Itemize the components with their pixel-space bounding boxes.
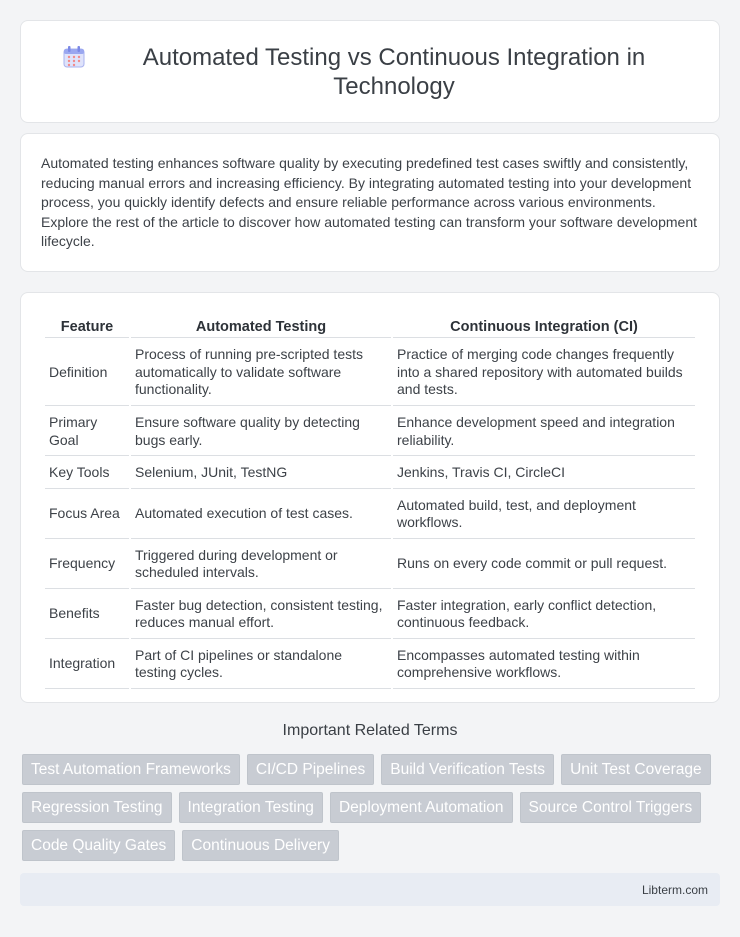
feature-cell: Integration — [45, 641, 129, 689]
table-row — [45, 591, 695, 639]
header-card — [20, 20, 720, 123]
automated-testing-cell: Selenium, JUnit, TestNG — [131, 458, 391, 489]
related-terms-title: Important Related Terms — [282, 722, 458, 739]
related-term-tag[interactable]: Unit Test Coverage — [561, 754, 711, 785]
related-term-tag[interactable]: Test Automation Frameworks — [22, 754, 240, 785]
related-terms-tags — [20, 754, 720, 861]
feature-cell: Key Tools — [45, 458, 129, 489]
column-header-automated-testing: Automated Testing — [131, 315, 391, 338]
related-term-tag[interactable]: Source Control Triggers — [520, 792, 702, 823]
ci-cell: Encompasses automated testing within comprehensive workflows. — [393, 641, 695, 689]
related-term-tag[interactable]: Regression Testing — [22, 792, 172, 823]
related-terms-section — [20, 722, 720, 861]
ci-cell: Runs on every code commit or pull request. — [393, 541, 695, 589]
ci-cell: Faster integration, early conflict detection, continuous feedback. — [393, 591, 695, 639]
automated-testing-cell: Ensure software quality by detecting bugs early. — [131, 408, 391, 456]
comparison-table — [43, 313, 697, 691]
ci-cell: Jenkins, Travis CI, CircleCI — [393, 458, 695, 489]
ci-cell: Automated build, test, and deployment workflows. — [393, 491, 695, 539]
footer — [20, 873, 720, 906]
table-row — [45, 408, 695, 456]
comparison-table-card — [20, 292, 720, 703]
related-term-tag[interactable]: Deployment Automation — [330, 792, 513, 823]
automated-testing-cell: Automated execution of test cases. — [131, 491, 391, 539]
column-header-ci: Continuous Integration (CI) — [393, 315, 695, 338]
footer-site-link[interactable]: Libterm.com — [641, 882, 708, 897]
related-term-tag[interactable]: Code Quality Gates — [22, 830, 175, 861]
table-row — [45, 491, 695, 539]
feature-cell: Focus Area — [45, 491, 129, 539]
page-title: Automated Testing vs Continuous Integration in Technology — [142, 43, 646, 100]
automated-testing-cell: Triggered during development or scheduled intervals. — [131, 541, 391, 589]
table-row — [45, 458, 695, 489]
column-header-feature: Feature — [45, 315, 129, 338]
feature-cell: Benefits — [45, 591, 129, 639]
ci-cell: Enhance development speed and integration reliability. — [393, 408, 695, 456]
automated-testing-cell: Faster bug detection, consistent testing, reduces manual effort. — [131, 591, 391, 639]
ci-cell: Practice of merging code changes frequently into a shared repository with automated builds and tests. — [393, 340, 695, 406]
feature-cell: Definition — [45, 340, 129, 406]
table-header-row — [45, 315, 695, 338]
table-row — [45, 641, 695, 689]
calendar-icon — [61, 44, 87, 70]
related-term-tag[interactable]: CI/CD Pipelines — [247, 754, 374, 785]
feature-cell: Primary Goal — [45, 408, 129, 456]
intro-paragraph: Automated testing enhances software quality by executing predefined test cases swiftly and consistently, reducing manual errors and increasing efficiency. By integrating automated testing into your development process, you quickly identify defects and ensure reliable performance across various environments. Explore the rest of the article to discover how automated testing can transform your software development lifecycle. — [41, 155, 697, 250]
feature-cell: Frequency — [45, 541, 129, 589]
related-term-tag[interactable]: Build Verification Tests — [381, 754, 554, 785]
table-row — [45, 340, 695, 406]
automated-testing-cell: Part of CI pipelines or standalone testing cycles. — [131, 641, 391, 689]
automated-testing-cell: Process of running pre-scripted tests automatically to validate software functionality. — [131, 340, 391, 406]
intro-card — [20, 133, 720, 272]
related-term-tag[interactable]: Continuous Delivery — [182, 830, 339, 861]
related-term-tag[interactable]: Integration Testing — [179, 792, 323, 823]
table-row — [45, 541, 695, 589]
